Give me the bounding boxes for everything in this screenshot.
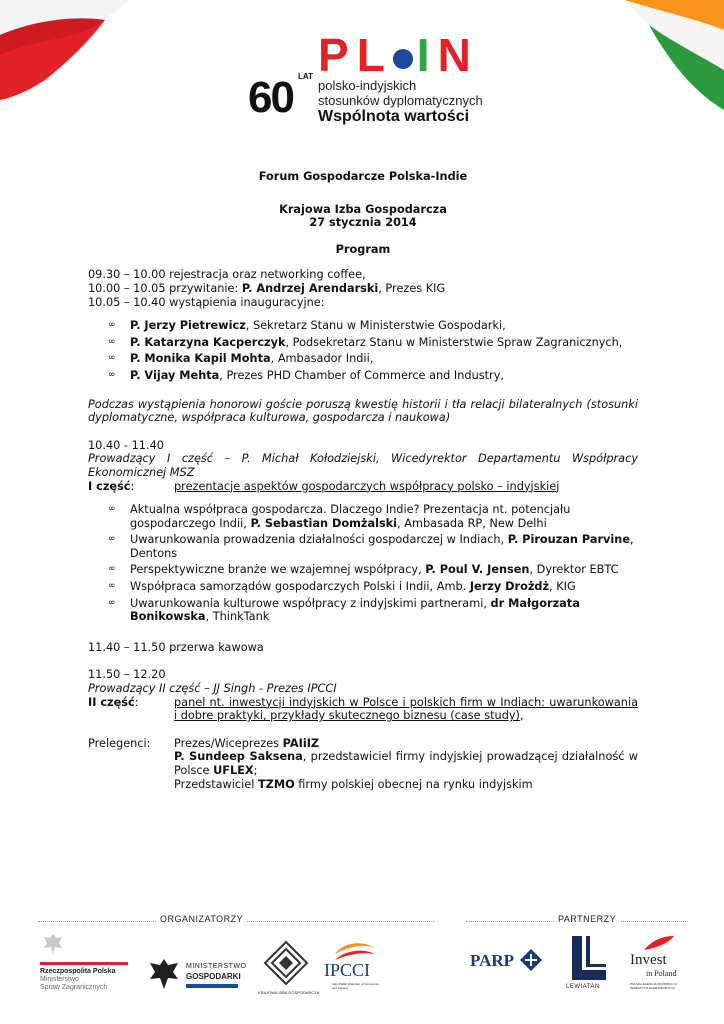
list-item: ∞ Perspektywiczne branże we wzajemnej współpracy, P. Poul V. Jensen, Dyrektor EBTC <box>130 563 638 577</box>
prelegent-2: P. Sundeep Saksena, przedstawiciel firmy indyjskiej prowadzącej działalność w Polsce UFLEX; <box>174 750 638 777</box>
indian-flag-graphic <box>604 0 724 110</box>
eagle-icon <box>148 957 180 991</box>
part2-moderator: Prowadzący II część – JJ Singh - Prezes IPCCI <box>88 682 337 696</box>
list-item: ∞ Współpraca samorządów gospodarczych Polski i Indii, Amb. Jerzy Drożdż, KIG <box>130 580 638 594</box>
lewiatan-logo: LEWIATAN <box>566 934 612 994</box>
part2-label: II część <box>88 695 135 709</box>
prelegenci-label: Prelegenci: <box>88 736 151 750</box>
logo-line-2: stosunków dyplomatycznych <box>318 93 483 108</box>
list-item: ∞ P. Katarzyna Kacperczyk, Podsekretarz Stanu w Ministerstwie Spraw Zagranicznych, <box>130 336 638 350</box>
prelegenci-block <box>88 737 638 791</box>
lat-label: LAT <box>298 72 313 81</box>
invest-in-poland-logo: Invest in Poland POLSKA AGENCJA INFORMACJI I INWESTYCJI ZAGRANICZNYCH <box>628 934 690 1000</box>
organizers-heading: ORGANIZATORZY <box>156 914 247 924</box>
plin-logo <box>248 28 488 128</box>
schedule-line-3: 10.05 – 10.40 wystąpienia inauguracyjne: <box>88 295 325 309</box>
logo-tagline: Wspólnota wartości <box>318 108 470 125</box>
sixty-number: 60 <box>248 73 293 122</box>
part2-time: 11.50 – 12.20 <box>88 668 166 682</box>
blue-dot-icon <box>393 49 413 69</box>
msz-logo: Rzeczpospolita Polska Ministerstwo Spraw Zagranicznych <box>40 932 130 1002</box>
prelegent-3: Przedstawiciel TZMO firmy polskiej obecnej na rynku indyjskim <box>174 777 533 791</box>
invest-flag-icon <box>642 934 676 954</box>
part2-topic-row: II część: panel nt. inwestycji indyjskich w Polsce i polskich firm w Indiach: uwarunkowania i dobre praktyki, przykłady skutecznego biznesu (case study), <box>88 695 638 723</box>
mg-logo: MINISTERSTWO GOSPODARKI <box>148 955 243 1000</box>
part1-label: I część <box>88 479 131 493</box>
part1-topic-row: I część: prezentacje aspektów gospodarczych współpracy polsko – indyjskiej <box>88 480 638 494</box>
program-heading: Program <box>335 242 391 256</box>
lewiatan-l-icon <box>570 934 608 982</box>
part1-moderator: Prowadzący I część – P. Michał Kołodziejski, Wicedyrektor Departamentu Współpracy Ekonomicznej MSZ <box>88 452 638 479</box>
list-item: ∞ P. Vijay Mehta, Prezes PHD Chamber of Commerce and Industry, <box>130 369 638 383</box>
list-item: ∞ Uwarunkowania prowadzenia działalności gospodarczej w Indiach, P. Pirouzan Parvine, Dentons <box>130 533 638 560</box>
kig-emblem-icon <box>263 940 309 986</box>
logo-line-1: polsko-indyjskich <box>318 78 417 93</box>
part1-list <box>88 503 638 624</box>
partners-heading: PARTNERZY <box>554 914 620 924</box>
parp-arrows-icon <box>519 948 543 972</box>
event-date: 27 stycznia 2014 <box>309 216 417 230</box>
speaker-list <box>88 319 638 382</box>
honorary-note: Podczas wystąpienia honorowi goście poruszą kwestię historii i tła relacji bilateralnych (stosunki dyplomatyczne, współpraca kulturowa, gospodarcza i naukowa) <box>88 397 638 425</box>
prelegent-1: Prezes/Wiceprezes PAIiIZ <box>174 736 320 750</box>
schedule-line-2: 10.00 – 10.05 przywitanie: P. Andrzej Arendarski, Prezes KIG <box>88 281 446 295</box>
list-item: ∞ P. Jerzy Pietrewicz, Sekretarz Stanu w Ministerstwie Gospodarki, <box>130 319 638 333</box>
plin-wordmark: PL IN <box>318 29 479 81</box>
ipcci-logo: IPCCI Indo-Polish Chamber of Commerce and Industry <box>322 940 388 1002</box>
polish-flag-graphic <box>0 0 130 110</box>
ipcci-swoosh-icon <box>333 940 377 962</box>
program-document <box>88 170 638 791</box>
part1-time: 10.40 - 11.40 <box>88 438 164 452</box>
kig-logo: KRAJOWA IZBA GOSPODARCZA <box>258 940 314 1000</box>
part1-topic: prezentacje aspektów gospodarczych współpracy polsko – indyjskiej <box>174 479 560 493</box>
list-item: ∞ P. Monika Kapil Mohta, Ambasador Indii, <box>130 352 638 366</box>
schedule-line-1: 09.30 – 10.00 rejestracja oraz networking coffee, <box>88 268 366 282</box>
eagle-icon <box>42 932 64 956</box>
parp-logo: PARP <box>470 948 546 978</box>
list-item: ∞ Uwarunkowania kulturowe współpracy z indyjskimi partnerami, dr Małgorzata Bonikowska, ThinkTank <box>130 597 638 624</box>
forum-title: Forum Gospodarcze Polska-Indie <box>258 170 468 183</box>
organizer-name: Krajowa Izba Gospodarcza <box>279 202 447 216</box>
part2-topic: panel nt. inwestycji indyjskich w Polsce i polskich firm w Indiach: uwarunkowania i dobre praktyki, przykłady skutecznego biznesu (case study) <box>174 695 638 723</box>
coffee-break: 11.40 – 11.50 przerwa kawowa <box>88 640 264 654</box>
list-item: ∞ Aktualna współpraca gospodarcza. Dlaczego Indie? Prezentacja nt. potencjału gospodarczego Indii, P. Sebastian Domżalski, Ambasada RP, New Delhi <box>130 503 638 530</box>
